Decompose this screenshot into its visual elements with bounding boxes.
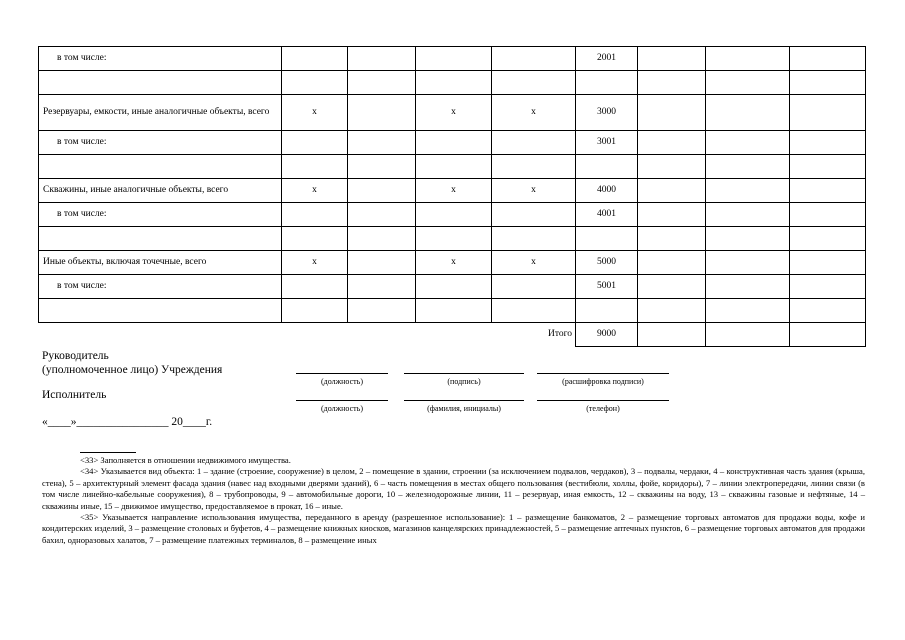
value-cell[interactable] [348,155,416,179]
value-cell[interactable] [638,131,706,155]
value-cell[interactable]: x [492,251,576,275]
head-line1: Руководитель [42,350,109,362]
row-code-cell [576,71,638,95]
value-cell[interactable] [348,95,416,131]
total-value-cell[interactable] [706,323,790,347]
table-row [39,251,866,275]
value-cell[interactable] [416,203,492,227]
value-cell[interactable] [282,47,348,71]
value-cell[interactable] [638,47,706,71]
value-cell[interactable] [706,131,790,155]
value-cell[interactable] [706,275,790,299]
object-name-cell: в том числе: [39,203,282,227]
head-position-line[interactable] [296,373,388,374]
row-code-cell: 4001 [576,203,638,227]
row-code-cell: 4000 [576,179,638,203]
footnote-35: <35> Указывается направление использования имущества, переданного в аренду (разрешенное использование): 1 – размещение банкоматов, 2 – размещение торговых автоматов для продажи воды, кофе и кондитерских изделий, 3 – размещение столовых и буфетов, 4 – размещение книжных киосков, магазинов канцелярских принадлежностей, 5 – размещение аптечных пунктов, 6 – размещение торговых автоматов для продажи бахил, одноразовых халатов, 7 – размещение платежных терминалов, 8 – размещение иных [42,512,865,545]
value-cell[interactable] [790,155,866,179]
value-cell[interactable]: x [282,251,348,275]
head-line2: (уполномоченное лицо) Учреждения [42,364,223,376]
exec-cap-position: (должность) [321,404,363,413]
value-cell[interactable] [416,131,492,155]
object-name-cell [39,299,282,323]
value-cell[interactable] [790,227,866,251]
row-code-cell: 3001 [576,131,638,155]
value-cell[interactable] [492,155,576,179]
value-cell[interactable] [282,299,348,323]
value-cell[interactable] [348,203,416,227]
value-cell[interactable] [706,227,790,251]
value-cell[interactable]: x [492,179,576,203]
object-name-cell [39,227,282,251]
value-cell[interactable] [492,71,576,95]
head-cap-position: (должность) [321,377,363,386]
value-cell[interactable] [790,275,866,299]
value-cell[interactable] [492,299,576,323]
row-code-cell: 3000 [576,95,638,131]
value-cell[interactable]: x [282,179,348,203]
table-row [39,299,866,323]
object-name-cell: Скважины, иные аналогичные объекты, всего [39,179,282,203]
value-cell[interactable] [790,179,866,203]
total-row [39,323,866,347]
value-cell[interactable] [706,155,790,179]
value-cell[interactable] [492,227,576,251]
exec-name-line[interactable] [404,400,524,401]
value-cell[interactable] [282,227,348,251]
value-cell[interactable] [492,203,576,227]
object-name-cell [39,71,282,95]
table-row [39,203,866,227]
value-cell[interactable] [348,179,416,203]
object-name-cell: в том числе: [39,275,282,299]
value-cell[interactable] [790,203,866,227]
footnote-separator [80,452,136,453]
value-cell[interactable] [416,47,492,71]
value-cell[interactable] [416,275,492,299]
value-cell[interactable] [706,95,790,131]
row-code-cell: 2001 [576,47,638,71]
footnotes [42,455,865,546]
value-cell[interactable] [492,275,576,299]
value-cell[interactable] [638,155,706,179]
value-cell[interactable] [348,47,416,71]
row-code-cell [576,299,638,323]
exec-cap-name: (фамилия, инициалы) [427,404,501,413]
exec-phone-line[interactable] [537,400,669,401]
value-cell[interactable]: x [282,95,348,131]
value-cell[interactable] [790,299,866,323]
head-cap-signature: (подпись) [447,377,481,386]
value-cell[interactable] [638,299,706,323]
value-cell[interactable] [348,251,416,275]
table-row [39,95,866,131]
value-cell[interactable]: x [416,179,492,203]
table-row [39,131,866,155]
value-cell[interactable] [638,275,706,299]
value-cell[interactable] [282,131,348,155]
value-cell[interactable] [282,71,348,95]
value-cell[interactable] [348,227,416,251]
value-cell[interactable]: x [416,95,492,131]
value-cell[interactable] [348,131,416,155]
value-cell[interactable] [416,71,492,95]
value-cell[interactable] [416,155,492,179]
head-signature-line[interactable] [404,373,524,374]
value-cell[interactable] [706,47,790,71]
value-cell[interactable] [638,227,706,251]
head-decode-line[interactable] [537,373,669,374]
table-row [39,47,866,71]
value-cell[interactable] [348,71,416,95]
property-table [38,46,866,347]
object-name-cell: в том числе: [39,47,282,71]
total-value-cell[interactable] [638,323,706,347]
value-cell[interactable] [638,95,706,131]
object-name-cell: Резервуары, емкости, иные аналогичные объекты, всего [39,95,282,131]
table-row [39,227,866,251]
exec-position-line[interactable] [296,400,388,401]
table-row [39,71,866,95]
head-label [42,349,222,377]
value-cell[interactable] [790,251,866,275]
value-cell[interactable] [706,299,790,323]
value-cell[interactable] [638,179,706,203]
executor-label: Исполнитель [42,389,107,401]
table-row [39,179,866,203]
value-cell[interactable] [492,131,576,155]
value-cell[interactable] [348,275,416,299]
row-code-cell: 5000 [576,251,638,275]
value-cell[interactable]: x [416,251,492,275]
row-code-cell [576,227,638,251]
object-name-cell: Иные объекты, включая точечные, всего [39,251,282,275]
value-cell[interactable] [790,47,866,71]
value-cell[interactable] [282,275,348,299]
footnote-33: <33> Заполняется в отношении недвижимого имущества. [80,455,291,465]
date-field[interactable]: «____»________________ 20____г. [42,416,213,428]
row-code-cell [576,155,638,179]
total-value-cell[interactable] [790,323,866,347]
value-cell[interactable] [492,47,576,71]
total-code-cell: 9000 [576,323,638,347]
value-cell[interactable] [638,251,706,275]
value-cell[interactable] [348,299,416,323]
value-cell[interactable] [706,251,790,275]
row-code-cell: 5001 [576,275,638,299]
object-name-cell: в том числе: [39,131,282,155]
value-cell[interactable] [638,203,706,227]
value-cell[interactable] [416,299,492,323]
value-cell[interactable] [706,203,790,227]
value-cell[interactable] [706,71,790,95]
value-cell[interactable] [282,203,348,227]
value-cell[interactable] [790,71,866,95]
exec-cap-phone: (телефон) [586,404,620,413]
head-cap-decode: (расшифровка подписи) [562,377,644,386]
value-cell[interactable] [790,131,866,155]
value-cell[interactable] [416,227,492,251]
table-row [39,275,866,299]
value-cell[interactable]: x [492,95,576,131]
value-cell[interactable] [790,95,866,131]
value-cell[interactable] [638,71,706,95]
value-cell[interactable] [706,179,790,203]
footnote-34: <34> Указывается вид объекта: 1 – здание (строение, сооружение) в целом, 2 – помещение в здании, строении (за исключением подвалов, чердаков), 3 – подвалы, чердаки, 4 – конструктивная часть здания (крыша, стена), 5 – архитектурный элемент фасада здания (навес над входными дверями зданий), 6 – часть помещения в местах общего пользования (вестибюли, холлы, фойе, коридоры), 7 – линии электропередачи, линии связи (в том числе линейно-кабельные сооружения), 8 – трубопроводы, 9 – автомобильные дороги, 10 – железнодорожные линии, 11 – резервуар, иная емкость, 12 – скважины на воду, 13 – скважины газовые и нефтяные, 14 – скважины иные, 15 – движимое имущество, предоставляемое в прокат, 16 – иные. [42,466,865,511]
total-label: Итого [39,323,576,347]
table-row [39,155,866,179]
object-name-cell [39,155,282,179]
value-cell[interactable] [282,155,348,179]
